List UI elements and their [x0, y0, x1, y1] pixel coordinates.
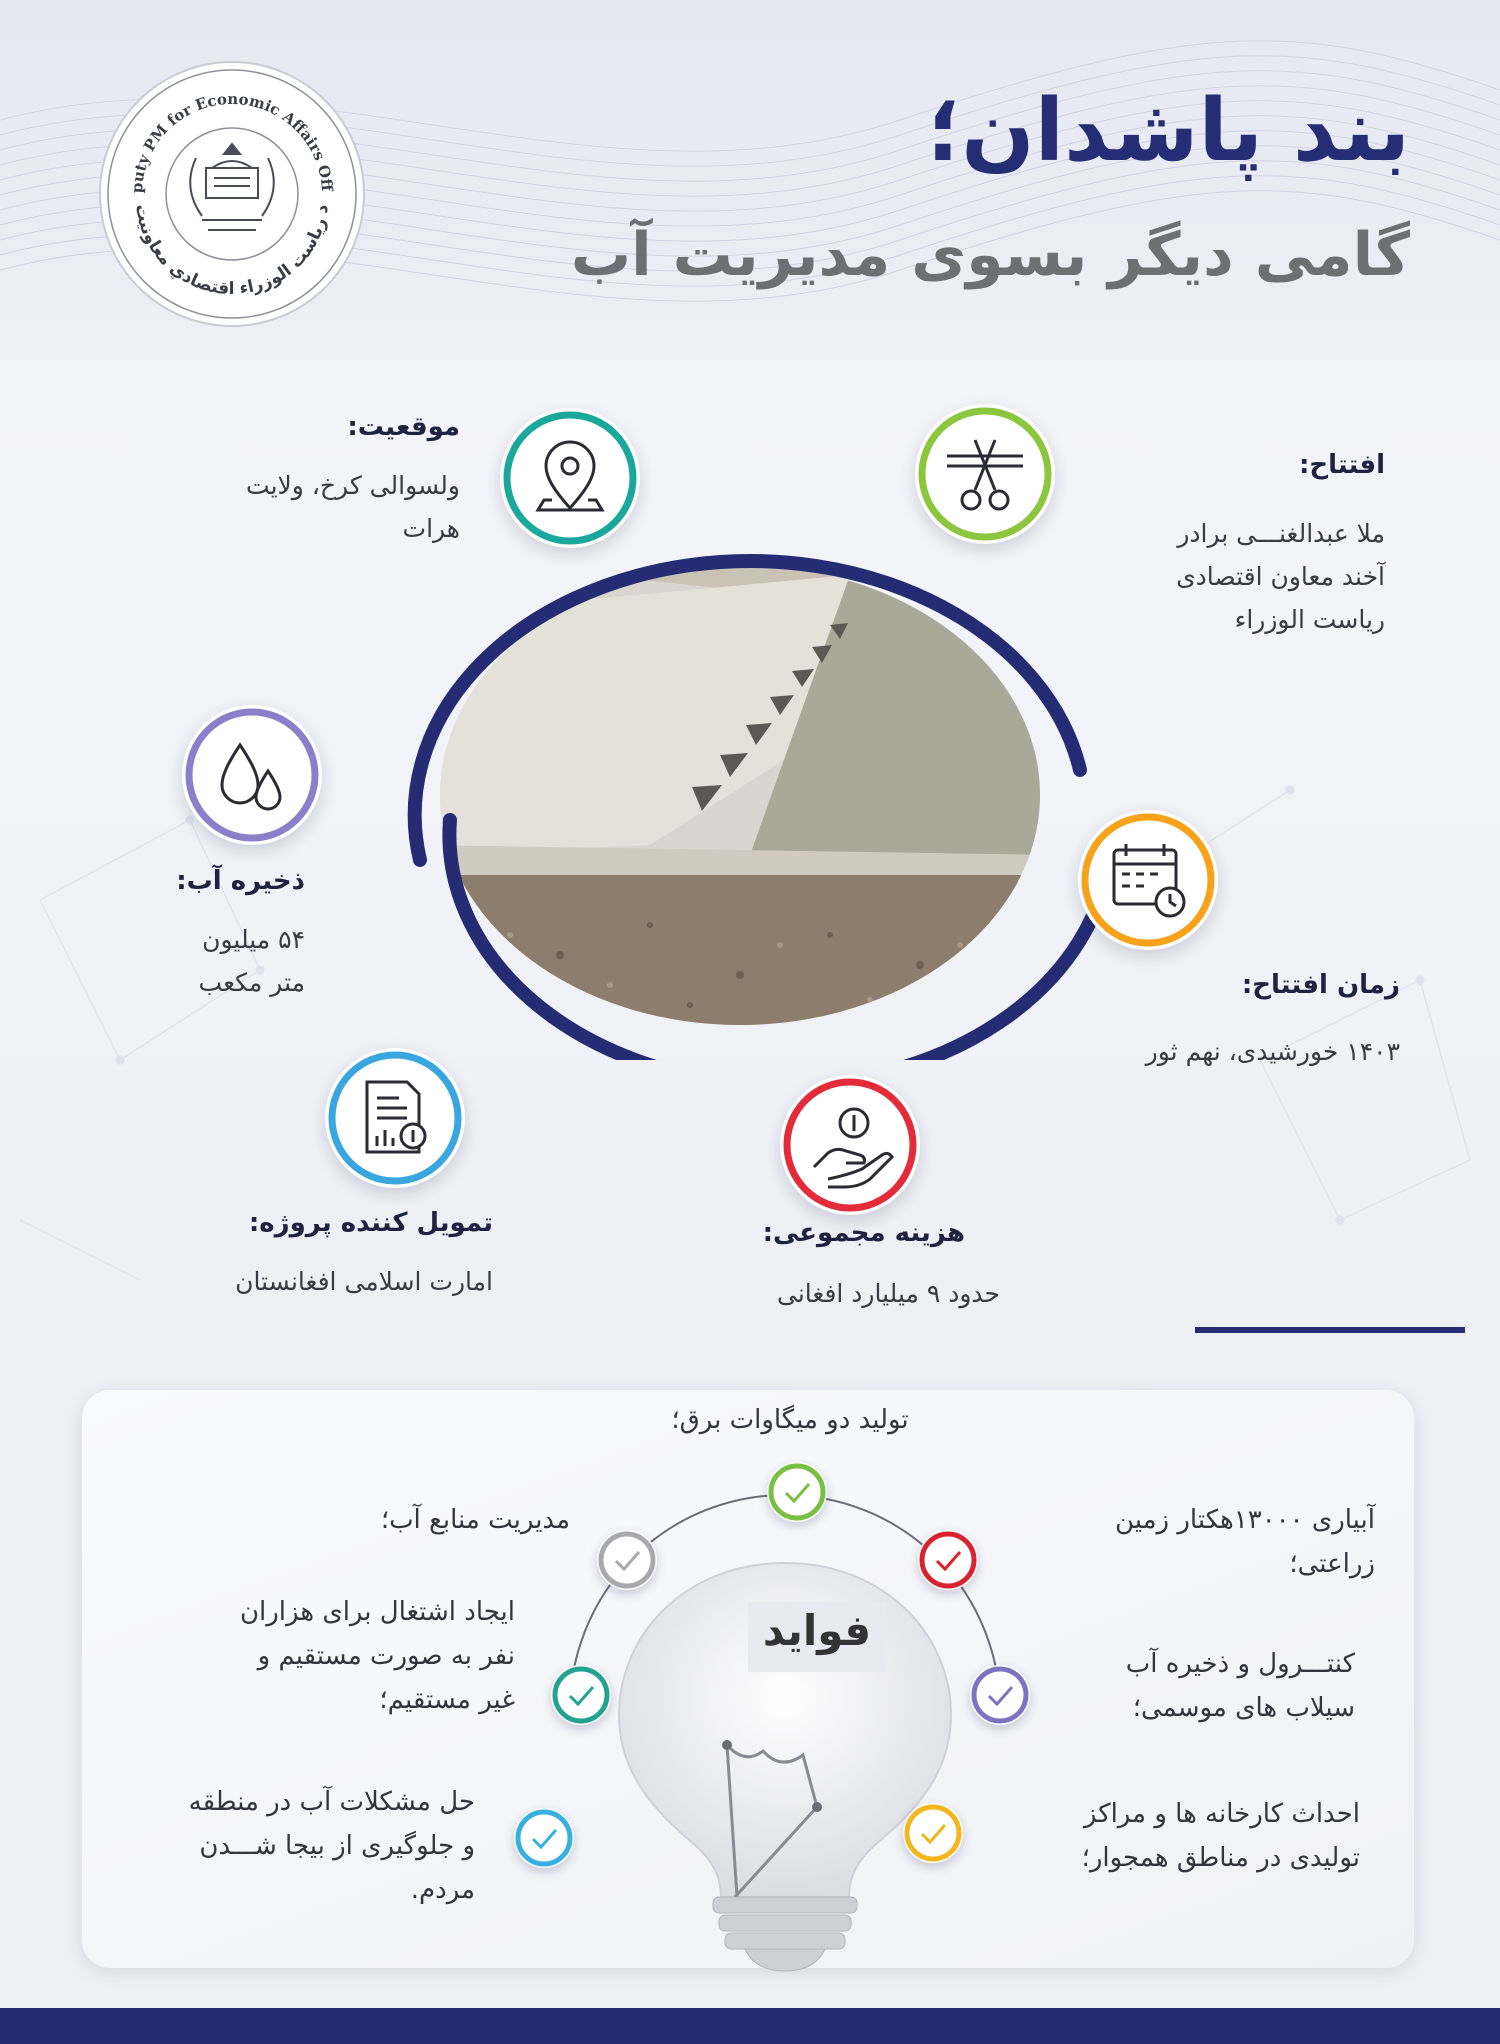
- benefit-line: غیر مستقیم؛: [379, 1685, 515, 1715]
- inauguration-time-heading: زمان افتتاح:: [1241, 970, 1400, 1000]
- seal-arc-text-top: puty PM for Economic Affairs Office: [127, 89, 337, 194]
- check-icon: [533, 1830, 556, 1847]
- inauguration-line: ریاست الوزراء: [1234, 605, 1385, 634]
- check-circle-employment: [551, 1665, 611, 1725]
- financier-line: امارت اسلامی افغانستان: [235, 1267, 493, 1296]
- title-sub: گامی دیگر بسوی مدیریت آب: [570, 220, 1410, 290]
- benefit-line: نفر به صورت مستقیم و: [257, 1641, 515, 1671]
- benefit-irrigation: [1075, 1498, 1375, 1586]
- water-storage-line: متر مکعب: [198, 968, 305, 997]
- total-cost-circle: [780, 1075, 920, 1215]
- check-icon: [922, 1825, 945, 1842]
- benefit-flood-control: [1055, 1642, 1355, 1730]
- check-icon: [937, 1552, 960, 1569]
- location-line: هرات: [402, 514, 460, 543]
- check-icon: [989, 1687, 1012, 1704]
- footer-bar: [0, 2008, 1500, 2044]
- benefit-line: زراعتی؛: [1289, 1549, 1375, 1579]
- benefit-factories: [1020, 1792, 1360, 1880]
- benefit-water-problems: [140, 1780, 475, 1912]
- inauguration-line: آخند معاون اقتصادی: [1176, 562, 1385, 591]
- check-circle-water-management: [597, 1530, 657, 1590]
- location-text: [246, 464, 460, 550]
- check-circle-factories: [903, 1803, 963, 1863]
- benefit-line: احداث کارخانه ها و مراکز: [1083, 1799, 1360, 1829]
- benefit-line: سیلاب های موسمی؛: [1132, 1693, 1355, 1723]
- check-circle-irrigation: [918, 1530, 978, 1590]
- check-circle-electricity: [767, 1462, 827, 1522]
- location-line: ولسوالی کرخ، ولایت: [246, 471, 460, 500]
- location-heading: موقعیت:: [347, 412, 460, 442]
- total-cost-line: حدود ۹ میلیارد افغانی: [776, 1279, 1000, 1308]
- section-divider: [1195, 1327, 1465, 1333]
- inauguration-line: ملا عبدالغنـــی برادر: [1177, 519, 1385, 548]
- inauguration-time-line: ۱۴۰۳ خورشیدی، نهم ثور: [1145, 1037, 1400, 1066]
- check-circle-water-problems: [514, 1808, 574, 1868]
- check-icon: [786, 1484, 809, 1501]
- benefit-water-management: [320, 1498, 570, 1542]
- water-storage-line: ۵۴ میلیون: [202, 925, 305, 954]
- check-icon: [616, 1552, 639, 1569]
- benefit-employment: [170, 1590, 515, 1722]
- title-main: بند پاشدان؛: [926, 81, 1410, 181]
- inauguration-time-text: [1146, 1030, 1400, 1073]
- scissors-ribbon-icon: [947, 440, 1023, 509]
- water-storage-heading: ذخیره آب:: [176, 866, 305, 896]
- total-cost-heading: هزینه مجموعی:: [762, 1218, 965, 1248]
- benefits-title: فواید: [762, 1606, 872, 1655]
- check-circle-flood-control: [970, 1665, 1030, 1725]
- inauguration-text: [1176, 512, 1385, 641]
- water-drops-icon: [222, 745, 280, 809]
- benefit-line: تولیدی در مناطق همجوار؛: [1081, 1843, 1360, 1873]
- benefit-line: ایجاد اشتغال برای هزاران: [239, 1597, 515, 1627]
- office-seal: [96, 58, 368, 330]
- benefit-line: آبیاری ۱۳۰۰۰هکتار زمین: [1114, 1505, 1375, 1535]
- hand-money-icon: [814, 1109, 892, 1187]
- financier-heading: تمویل کننده پروژه:: [248, 1208, 493, 1238]
- benefit-line: کنتـــرول و ذخیره آب: [1125, 1649, 1355, 1679]
- inauguration-heading: افتتاح:: [1298, 450, 1385, 480]
- water-storage-circle: [182, 705, 322, 845]
- benefit-line: تولید دو میگاوات برق؛: [671, 1405, 909, 1435]
- check-icon: [570, 1687, 593, 1704]
- inauguration-time-circle: [1078, 810, 1218, 950]
- financier-text: [235, 1260, 493, 1303]
- location-circle: [500, 408, 640, 548]
- benefit-line: و جلوگیری از بیجا شـــدن: [199, 1831, 475, 1861]
- benefit-line: مدیریت منابع آب؛: [380, 1505, 570, 1535]
- inauguration-circle: [915, 404, 1055, 544]
- benefit-electricity: [640, 1398, 940, 1442]
- calendar-clock-icon: [1114, 844, 1184, 916]
- financial-report-icon: [367, 1082, 425, 1152]
- seal-arc-text-bottom: د رياست الوزراء اقتصادي معاونيت: [130, 202, 333, 300]
- benefit-line: حل مشکلات آب در منطقه: [188, 1787, 475, 1817]
- benefit-line: مردم.: [410, 1875, 475, 1905]
- ellipse-frame: [330, 520, 1150, 1060]
- financier-circle: [325, 1048, 465, 1188]
- total-cost-text: [777, 1272, 1000, 1315]
- location-pin-icon: [538, 442, 602, 510]
- water-storage-text: [199, 918, 305, 1004]
